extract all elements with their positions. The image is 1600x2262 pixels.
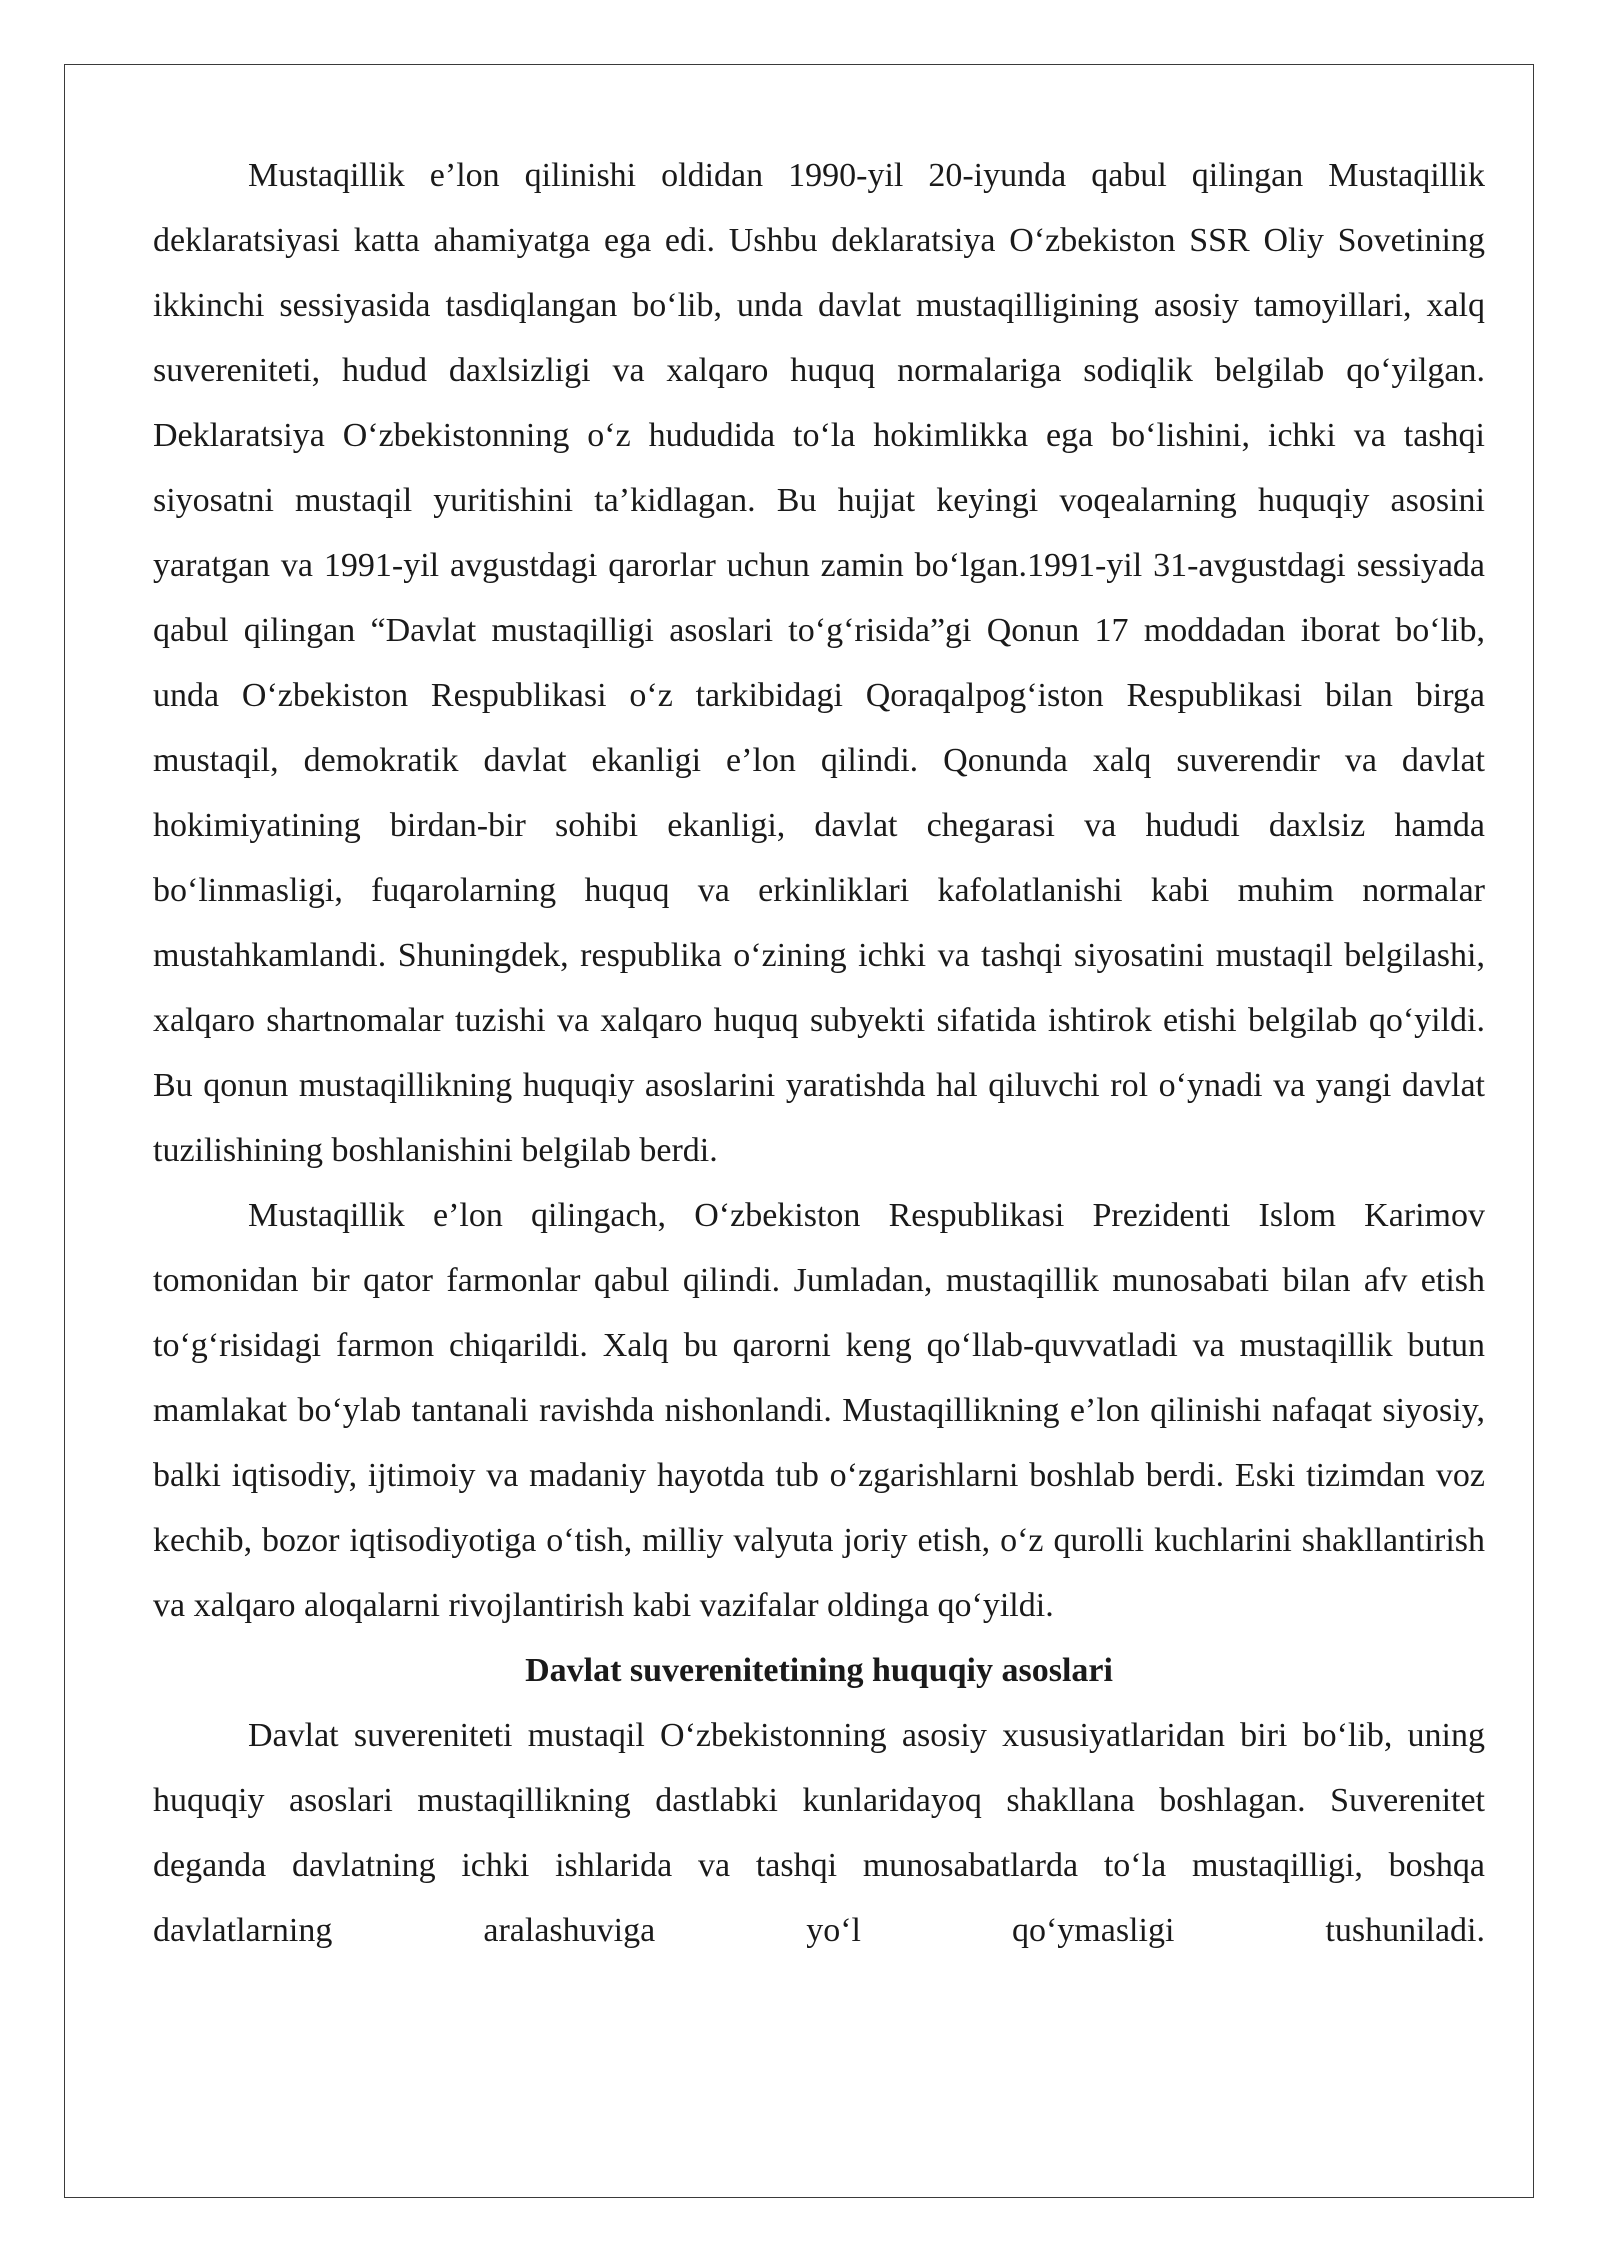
paragraph-sovereignty: Davlat suvereniteti mustaqil O‘zbekistonning asosiy xususiyatlaridan biri bo‘lib, uning huquqiy asoslari mustaqillikning dastlabki kunlaridayoq shakllana boshlagan. Suverenitet deganda davlatning ichki ishlarida va tashqi munosabatlarda to‘la mustaqilligi, boshqa davlatlarning aralashuviga yo‘l qo‘ymasligi tushuniladi. — [153, 1717, 1485, 1949]
paragraph-after-independence: Mustaqillik e’lon qilingach, O‘zbekiston Respublikasi Prezidenti Islom Karimov tomonidan bir qator farmonlar qabul qilindi. Jumladan, mustaqillik munosabati bilan afv etish to‘g‘risidagi farmon chiqarildi. Xalq bu qarorni keng qo‘llab-quvvatladi va mustaqillik butun mamlakat bo‘ylab tantanali ravishda nishonlandi. Mustaqillikning e’lon qilinishi nafaqat siyosiy, balki iqtisodiy, ijtimoiy va madaniy hayotda tub o‘zgarishlarni boshlab berdi. Eski tizimdan voz kechib, bozor iqtisodiyotiga o‘tish, milliy valyuta joriy etish, o‘z qurolli kuchlarini shakllantirish va xalqaro aloqalarni rivojlantirish kabi vazifalar oldinga qo‘yildi. — [153, 1197, 1485, 1624]
section-heading: Davlat suverenitetining huquqiy asoslari — [525, 1652, 1113, 1689]
document-body — [153, 143, 1485, 1963]
paragraph-independence-declaration: Mustaqillik e’lon qilinishi oldidan 1990-yil 20-iyunda qabul qilingan Mustaqillik deklaratsiyasi katta ahamiyatga ega edi. Ushbu deklaratsiya O‘zbekiston SSR Oliy Sovetining ikkinchi sessiyasida tasdiqlangan bo‘lib, unda davlat mustaqilligining asosiy tamoyillari, xalq suvereniteti, hudud daxlsizligi va xalqaro huquq normalariga sodiqlik belgilab qo‘yilgan. Deklaratsiya O‘zbekistonning o‘z hududida to‘la hokimlikka ega bo‘lishini, ichki va tashqi siyosatni mustaqil yuritishini ta’kidlagan. Bu hujjat keyingi voqealarning huquqiy asosini yaratgan va 1991-yil avgustdagi qarorlar uchun zamin bo‘lgan.1991-yil 31-avgustdagi sessiyada qabul qilingan “Davlat mustaqilligi asoslari to‘g‘risida”gi Qonun 17 moddadan iborat bo‘lib, unda O‘zbekiston Respublikasi o‘z tarkibidagi Qoraqalpog‘iston Respublikasi bilan birga mustaqil, demokratik davlat ekanligi e’lon qilindi. Qonunda xalq suverendir va davlat hokimiyatining birdan-bir sohibi ekanligi, davlat chegarasi va hududi daxlsiz hamda bo‘linmasligi, fuqarolarning huquq va erkinliklari kafolatlanishi kabi muhim normalar mustahkamlandi. Shuningdek, respublika o‘zining ichki va tashqi siyosatini mustaqil belgilashi, xalqaro shartnomalar tuzishi va xalqaro huquq subyekti sifatida ishtirok etishi belgilab qo‘yildi. Bu qonun mustaqillikning huquqiy asoslarini yaratishda hal qiluvchi rol o‘ynadi va yangi davlat tuzilishining boshlanishini belgilab berdi. — [153, 157, 1485, 1169]
